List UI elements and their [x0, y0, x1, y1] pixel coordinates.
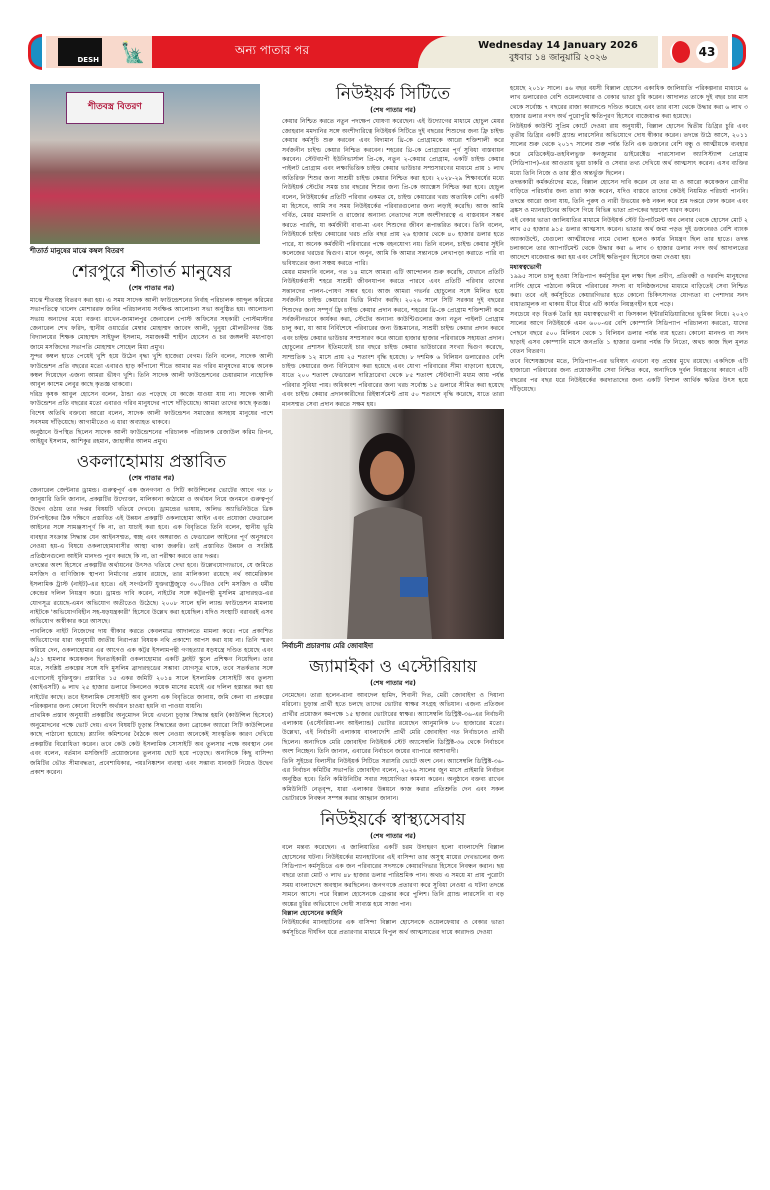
article-subhead: বিল্লাল হোসেনের কাহিনি	[282, 909, 343, 917]
candidate-photo	[282, 409, 504, 639]
column-left	[30, 84, 273, 777]
article-paragraph: নিউইয়র্কের ম্যানহাটনের এক বাসিন্দা বিল্লাল হোসেনকে ওয়েলফেয়ার ও বেকার ভাতা কর্মসূচিতে দীর্ঘদিন ধরে প্রতারণার মাধ্যমে বিপুল অর্থ আত্মসাতের দায়ে কারাদণ্ড দেওয়া	[282, 919, 504, 936]
article-paragraph: অনুষ্ঠানে উপস্থিত ছিলেন সাদেক আলী ফাউন্ডেশনের পরিচালক পরিচালক রেজাউল করিম রিপন, আইয়ুব ইসলাম, আশিকুর রহমান, জাহাঙ্গীর আলম প্রমুখ।	[30, 428, 273, 445]
page-box	[662, 36, 728, 68]
article-headline: শেরপুরে শীতার্ত মানুষের	[71, 262, 232, 283]
woman-figure	[342, 427, 432, 639]
article-paragraph: সুন্দর কম্বল হাতে পেয়েই খুশি হয়ে উঠেন বৃদ্ধা খুশি হাজেরা বেগম। তিনি বলেন, সাদেক আলী ফাউন্ডেশন প্রতি বছরের মতো এবারও হাড় কাঁপানো শীতে আমার মত গরিব মানুষদের মাঝে অনেক কম্বল দিয়েছেন এজন্য আমরা ভীষণ খুশি। তিনি সাদেক আলী ফাউন্ডেশনের চেয়ারম্যান নাহোদিক আবুল কাশেম লেবুর কাছে কৃতজ্ঞ থাকবো।	[30, 353, 273, 389]
photo-caption: শীতার্ত মানুষের মাঝে কম্বল বিতরণ	[30, 247, 124, 255]
article-paragraph: হয়েছে ২০১৮ সালে। ৪৬ বছর বয়সী বিল্লাল হোসেন একাধিক জালিয়াতি পরিকল্পনার মাধ্যমে ৬ লাখ ডলারেরও বেশি ওয়েলফেয়ার ও বেকার ভাতা চুরি করেন। আদালত তাকে দুই বছর চার মাস থেকে সর্বোচ্চ ৭ বছরের রাজ্য কারাদণ্ডে দণ্ডিত করেছে এবং তার বাসা থেকে উদ্ধার করা ৬ লাখ ৩ হাজার ডলার নগদ অর্থ পুরোপুরি ক্ষতিপূরণ হিসেবে বাজেয়াপ্ত করা হয়েছে।	[510, 85, 748, 121]
page-number: 43	[696, 41, 718, 63]
column-middle	[282, 84, 504, 937]
blanket-distribution-photo	[30, 84, 260, 244]
desh-logo: DESH	[58, 38, 102, 66]
article-paragraph: তিনি সুইচের বিলাসীর নিউইয়র্ক সিটিতে সরাসরি ভোটে অংশ নেন। অ্যাসেম্বলি ডিস্ট্রিক্ট-৩৬-এর নির্বাচন কমিটির সভাপতি জোবাইদা বলেন, ২০২৬ সালের জুন মাসে প্রাইমারি নির্বাচন অনুষ্ঠিত হবে। তিনি কমিউনিটির সবার সহযোগিতা কামনা করেন। অনুষ্ঠানে বক্তব্য রাখেন কমিউনিটি নেতৃবৃন্দ, যারা এলাকার উন্নয়নে কাজ করার প্রতিশ্রুতি দেন এবং সকল ভোটারকে নিবন্ধন সম্পন্ন করার আহ্বান জানান।	[282, 757, 504, 803]
continuation-label: (শেষ পাতার পর)	[370, 679, 416, 688]
article-paragraph: তদন্তকারী কর্মকর্তাদের মতে, বিল্লাল হোসেন দাবি করেন যে তার মা ও আরো কয়েকজন রোগীর বাড়িতে পরিচর্যার জন্য তারা কাজ করেন, যদিও বাস্তবে তাদের কেউই নিয়মিত পরিচর্যা পাননি। তদন্তে আরো জানা যায়, তিনি পুরুষ ও নারী উভয়ের কণ্ঠ নকল করে শ্রম দপ্তরে ফোন করেন এবং ব্রঙ্কস ও ম্যানহাটনের অফিসে গিয়ে বিভিন্ন ভাতা প্রাপকের ছদ্মবেশ ধারণ করেন।	[510, 179, 748, 215]
photo-caption: নির্বাচনী প্রচারণায় মেরি জোবাইদা	[282, 642, 373, 650]
article-paragraph: বিশেষ অতিথি বক্তব্যে আরো বলেন, সাদেক আলী ফাউন্ডেশন সমাজের অসহায় মানুষের পাশে সবসময় দাঁড়িয়েছে। আগামীতেও এ ধারা অব্যাহত থাকবে।	[30, 409, 273, 427]
article-paragraph: মেয়র মামদানি বলেন, গত ১৪ মাসে আমরা এটি আন্দোলন শুরু করেছি, যেখানে প্রতিটি নিউইয়র্কবাসী শহরে সাশ্রয়ী জীবনযাপন করতে পারবে এবং প্রতিটি পরিবার তাদের সন্তানদের পালন-পোষণ সম্ভব হবে। আজ আমরা গভর্নর হোচুলের সঙ্গে মিলিত হয়ে সর্বজনীন চাইল্ড কেয়ারের ভিত্তি নির্মাণ করছি। ২০২৬ সালে সিটি সরকার দুই বছরের শিশুদের জন্য সম্পূর্ণ ফ্রি চাইল্ড কেয়ার প্রদান করবে, শহরের থ্রি-কে প্রোগ্রাম শক্তিশালী করে সর্বজনীনভাবে কার্যকর করা, স্টেটের অন্যান্য কাউন্টিগুলোর জন্য নতুন পাইলট প্রোগ্রাম চালু করা, যা আয় নির্বিশেষে পরিবারের জন্য উচ্চমানের, সাশ্রয়ী চাইল্ড কেয়ার প্রদান করবে এবং চাইল্ড কেয়ার ভাউচার সম্প্রসারণ করে আরো হাজার হাজার পরিবারকে সহায়তা প্রদান।	[282, 268, 504, 342]
article-headline: নিউইয়র্ক সিটিতে	[335, 84, 451, 104]
article-paragraph: সবচেয়ে বড় বিতর্ক তৈরি হয় মধ্যস্বত্বভোগী বা ফিসকাল ইন্টারমিডিয়ারিদের ভূমিকা নিয়ে। ২০২৩ সালের আগে নিউইয়র্কে এমন ৬০০-এর বেশি কোম্পানি সিডিপ্যাপ পরিচালনা করতো, যাদের পেছনে বছরে ৫০০ মিলিয়ন থেকে ১ বিলিয়ন ডলার পর্যন্ত ব্যয় হতো। কোনো মানদণ্ড বা সনদ ছাড়াই এসব কোম্পানি মাসে জনপ্রতি ১ হাজার ডলার পর্যন্ত ফি নিতো, অথচ কাজ ছিল মূলত বেতন বিতরণ।	[510, 310, 748, 356]
date-band	[418, 36, 658, 68]
header-left-cap	[28, 34, 42, 70]
article-paragraph: জেনারেল জেন্টনার ড্রামন্ড। গুরুত্বপূর্ণ এক জনগণনা ও সিটি কাউন্সিলের ভোটের আগে গত ৮ জানুয়ারি তিনি জানান, প্রকল্পটির উদ্যোক্তা, মালিকানা কাঠামো ও অর্থায়ন নিয়ে জনমনে গুরুত্বপূর্ণ উদ্বেগ ওঠায় তার দপ্তর বিষয়টি খতিয়ে দেখবে। ড্রামন্ডের ভাষায়, অলিভ অ্যাভিনিউতে ত্রিক টার্নপাইকের ঠিক দক্ষিণে প্রস্তাবিত এই উন্নয়ন প্রকল্পটি ওকলাহোমা আইন এবং প্রযোজ্য ফেডারেল আইনের সঙ্গে সামঞ্জস্যপূর্ণ কি না, তা যাচাই করা হবে। এক বিবৃতিতে তিনি বলেন, স্থানীয় ভূমি ব্যবহার সংক্রান্ত সিদ্ধান্ত যেন আইনসম্মত, স্বচ্ছ এবং অঙ্গরাজ্য ও ফেডারেল আইনের পূর্ণ অনুসরণে নেওয়া হয়-এ বিষয়ে ওকলাহোমাবাসীর আস্থা থাকা জরুরি। তাই প্রস্তাবিত উন্নয়ন ও সংশ্লিষ্ট প্রতিষ্ঠানগুলো আইনি মানদণ্ড পূরণ করছে কি না, তা পরীক্ষা করবে তার দপ্তর।	[30, 486, 273, 560]
article-headline: ওকলাহোমায় প্রস্তাবিত	[76, 452, 227, 473]
date-english: Wednesday 14 January 2026	[478, 40, 638, 51]
article-paragraph: তবে বিশেষজ্ঞদের মতে, সিডিপ্যাপ-এর ভবিষ্যৎ এখনো বড় প্রশ্নের মুখে রয়েছে। একদিকে এটি হাজারো পরিবারের জন্য প্রয়োজনীয় সেবা নিশ্চিত করে, অন্যদিকে দুর্বল নিয়ন্ত্রণের কারণে এটি বছরের পর বছর ধরে নিউইয়র্কের করদাতাদের জন্য একটি বিশাল আর্থিক ক্ষতির উৎস হয়ে দাঁড়িয়েছে।	[510, 357, 748, 393]
article-paragraph: নেমেছেন। তারা হলেন-রানা আবদেল হামিদ, শিবানী দিত, মেরী জোবাইদা ও দিয়ানা মরিনো। চূড়ান্ত প্রার্থী হতে চলছে তাদের ভোটার স্বাক্ষর সংগ্রহ অভিযান। এজন্য প্রতিজন প্রার্থীর প্রয়োজন কমপক্ষে ১৫ হাজার ভোটারের স্বাক্ষর। অ্যাসেম্বলি ডিস্ট্রিক্ট-৩৬-এর নির্বাচনী এলাকায় (এস্টোরিয়া-লং আইল্যান্ড) ভোটার রয়েছেন আনুমানিক ৮০ হাজারের মতো। উল্লেখ্য, এই নির্বাচনী এলাকায় বাংলাদেশি প্রার্থী মেরি জোবাইদা গত নির্বাচনেও প্রার্থী ছিলেন। অন্যদিকে মেরি জোবাইদা নিউইয়র্ক স্টেট অ্যাসেম্বলি ডিস্ট্রিক্ট-৩৬ থেকে নির্বাচনে অংশ নিচ্ছেন। তিনি জানান, এবারের নির্বাচনে জয়ের ব্যাপারে আশাবাদী।	[282, 691, 504, 756]
article-paragraph: ১৯৯৫ সালে চালু হওয়া সিডিপ্যাপ কর্মসূচির মূল লক্ষ্য ছিল প্রবীণ, প্রতিবন্ধী ও দরবন্দি মানুষদের নার্সিং হোমে পাঠানো কমিয়ে পরিবারের সদস্য বা ঘনিষ্ঠজনদের মাধ্যমে বাড়িতেই সেবা নিশ্চিত করা। তবে এই কর্মসূচিতে কেয়ারগিভার হতে কোনো চিকিৎসাগত যোগ্যতা বা পেশাদার সনদ বাধ্যতামূলক না থাকায় ধীরে ধীরে এটি কার্যত নিয়ন্ত্রণহীন হয়ে পড়ে।	[510, 273, 748, 309]
article-headline: জ্যামাইকা ও এস্টোরিয়ায়	[309, 657, 477, 678]
article-paragraph: দরিদ্র কৃষক আবুল হোসেন বলেন, ঠান্ডা এত পড়েছে যে কাজে যাওয়া যায় না। সাদেক আলী ফাউন্ডেশন প্রতি বছরের মতো এবারও গরিব মানুষদের পাশে দাঁড়িয়েছে। আমরা তাদের কাছে কৃতজ্ঞ।	[30, 390, 273, 408]
date-bengali: বুধবার ১৪ জানুয়ারি ২০২৬	[509, 53, 607, 63]
continuation-label: (শেষ পাতার পর)	[370, 831, 416, 840]
article-paragraph: তদন্তের অংশ হিসেবে প্রকল্পটির অর্থায়নের উৎসও খতিয়ে দেখা হবে। উল্লেখযোগ্যভাবে, যে জমিতে মসজিদ ও বাণিজ্যিক স্থাপনা নির্মাণের প্রস্তাব রয়েছে, তার মালিকানা রয়েছে নর্থ আমেরিকান ইসলামিক ট্রাস্ট (নাইট)-এর হাতে। এই সংগঠনটি যুক্তরাষ্ট্রজুড়ে ৩০০টিরও বেশি মসজিদ ও ধর্মীয় কেন্দ্রের দলিল নিয়ন্ত্রণ করে। ড্রামন্ড দাবি করেন, নাইটের সঙ্গে কট্টরপন্থী মুসলিম ব্রাদারহুড-এর যোগসূত্র রয়েছে-এমন অভিযোগ অতীতেও উঠেছে। ২০০৮ সালে হলি ল্যান্ড ফাউন্ডেশন মামলায় নাইটকে 'অভিযোগবিহীন সহ-ষড়যন্ত্রকারী' হিসেবে উল্লেখ করা হয়েছিল। যদিও সংস্থাটি বরাবরই এসব অভিযোগ অস্বীকার করে আসছে।	[30, 561, 273, 626]
article-headline: নিউইয়র্কে স্বাস্থ্যসেবায়	[320, 809, 466, 830]
continuation-label: (শেষ পাতার পর)	[128, 474, 175, 483]
article-paragraph: মাঝে শীতবস্ত্র বিতরণ করা হয়। এ সময় সাদেক আলী ফাউন্ডেশনের নির্বাহ পরিচালক আব্দুল করিমের সভাপতিত্বে খালেদ মোশাররফ জনির পরিচালনায় সংক্ষিপ্ত আলোচনা সভা অনুষ্ঠিত হয়। আলোচনা সভায় অন্যদের মধ্যে বক্তব্য রাখেন-জামালপুর জেনারেল পোস্ট অফিসের সহকারী পোস্টমাস্টার জেনারেল শেখ ফরিদ, স্থানীয় ওয়ার্ডের মেম্বার মোহাম্মদ জাবেদ আলী, খুনুয়া মৌলভীনগর উচ্চ বিদ্যালয়ের শিক্ষক মোহাম্মদ সাইফুল ইসলাম, সমাজকর্মী শাহীন হোসেন ও চর জঙ্গলদী মধ্যপাড়া জামে মসজিদের সভাপতি মোহাম্মদ সোহেল মিয়া প্রমুখ।	[30, 296, 273, 351]
article-paragraph: বলে মন্তব্য করেছেন। এ জালিয়াতির একটি চরম উদাহরণ হলো বাংলাদেশি বিল্লাল হোসেনের ঘটনা। নিউইয়র্কের ম্যানহাটনের এই বাসিন্দা তার অসুস্থ মায়ের দেখভালের জন্য সিডিপ্যাপ কর্মসূচিতে এক জন পরিবারের সদস্যকে কেয়ারগিভার হিসেবে নিবন্ধন করান। ছয় বছরে তারা মোট ৩ লাখ ৪৮ হাজার ডলার পারিশ্রমিক পান। অথচ এ সময়ে মা প্রায় পুরোটা সময় বাংলাদেশে অবস্থান করছিলেন। জনগণকে প্রতারণা করে সুবিধা নেওয়া এ ঘটনা তদন্তে সামনে আসে। পরে বিল্লাল হোসেনকে গ্রেপ্তার করে পুলিশ। তিনি গ্র্যান্ড লারসেনি বা বড় অঙ্কের চুরির অভিযোগে দোষী সাব্যস্ত হয়ে সাজা পান।	[282, 844, 504, 908]
article-paragraph: হোচুলের প্রশাসন ইতিমধ্যেই চার বছরে চাইল্ড কেয়ার ভাউচারের সংখ্যা দ্বিগুণ করেছে, সাম্প্রতিক ১২ মাসে প্রায় ২৫ শতাংশ বৃদ্ধি হয়েছে। ৮ দশমিক ৬ বিলিয়ন ডলারেরও বেশি চাইল্ড কেয়ারের জন্য বিনিয়োগ করা হয়েছে এবং যোগ্য পরিবারের সীমা বাড়ানো হয়েছে, যাতে ২০০ শতাংশ ফেডারেল দারিদ্র্যরেখা থেকে ৮৫ শতাংশ স্টেটব্যাপী মধ্যম আয় পর্যন্ত পরিবার সুবিধা পায়। অধিকাংশ পরিবারের জন্য খরচ সর্বোচ্চ ১৫ ডলারে সীমিত করা হয়েছে এবং চাইল্ড কেয়ার প্রদানকারীদের রিইম্বার্সমেন্ট প্রায় ৫০ শতাংশে বৃদ্ধি করেছে, যাতে তারা মানসম্মত সেবা প্রদান করতে সক্ষম হয়।	[282, 344, 504, 408]
statue-of-liberty-icon: 🗽	[118, 36, 148, 68]
continuation-label: (শেষ পাতার পর)	[370, 106, 416, 114]
article-paragraph: প্রাথমিক প্রস্তাব অনুযায়ী প্রকল্পটির অনুমোদন নিয়ে এখনো চূড়ান্ত সিদ্ধান্ত হয়নি (কাউন্সিল হিসেবে) অনুমোদনের পক্ষে ভোট দেয়। এখন বিষয়টি চূড়ান্ত সিদ্ধান্তের জন্য ব্রোকেন অ্যারো সিটি কাউন্সিলের কাছে পাঠানো হয়েছে। প্ল্যানিং কমিশনের বৈঠকে অংশ নেওয়া অনেকেই সাংস্কৃতিক কারণ দেখিয়ে প্রকল্পটির বিরোধিতা করেন। তবে কেউ কেউ ইসলামিক সোসাইটি অব তুলসার পক্ষে অবস্থান নেন এবং বলেন, বর্তমান মসজিদটি প্রয়োজনের তুলনায় ছোট হয়ে পড়েছে। অন্যদিকে কিছু বাসিন্দা জমিটির ভৌত সীমাবদ্ধতা, প্রবেশাধিকার, পয়ঃনিষ্কাশন ব্যবস্থা এবং সম্ভাব্য যানজট নিয়েও উদ্বেগ প্রকাশ করেন।	[30, 712, 273, 776]
article-subhead: মধ্যস্বত্বভোগী	[510, 263, 542, 271]
article-paragraph: নিউইয়র্ক কাউন্টি সুপ্রিম কোর্টে দেওয়া রায় অনুযায়ী, বিল্লাল হোসেন দ্বিতীয় ডিগ্রির চুরি এবং তৃতীয় ডিগ্রির একটি গ্র্যান্ড লারসেনির অভিযোগে দোষ স্বীকার করেন। তদন্তে উঠে আসে, ২০১১ সালের শুরু থেকে ২০১৭ সালের শুরু পর্যন্ত তিনি এক ডজনের বেশি বন্ধু ও আত্মীয়কে ব্যবহার করে মেডিকেইড-তহবিলভুক্ত কনজ্যুমার ডাইরেক্টেড পারসোনাল অ্যাসিস্ট্যান্স প্রোগ্রাম (সিডিপ্যাপ)-এর আওতায় ভুয়া চাকরি ও সেবার তথ্য দেখিয়ে অর্থ আত্মসাৎ করেন। এসব ব্যক্তির মধ্যে তিনি নিজে ও তার স্ত্রীও অন্তর্ভুক্ত ছিলেন।	[510, 122, 748, 177]
column-right	[510, 84, 748, 394]
photo-banner: শীতবস্ত্র বিতরণ	[66, 92, 164, 124]
bangladesh-flag-icon	[670, 41, 690, 63]
article-paragraph: পাবলিকে নাইট নিজেদের দায় স্বীকার করতে কেবলমাত্র আদালতে মামলা করে। পরে প্রকাশিত অভিযোগের ধারা অনুযায়ী জাতীয় নিরাপত্তা বিষয়ক নথি প্রকাশ্যে আপস করা যায় না। তিনি স্মরণ করিয়ে দেন, ওকলাহোমার এর আগেও এক কট্টর ইসলামপন্থী গণহত্যার ষড়যন্ত্রে দণ্ডিত হয়েছে এবং ৯/১১ হামলার কয়েকজন ছিনতাইকারী ওকলাহোমার একটি ফ্লাইট স্কুলে প্রশিক্ষণ নিয়েছিল। তার মতে, সংশ্লিষ্ট প্রকল্পের সঙ্গে যদি মুসলিম ব্রাদারহুডের সম্ভাব্য যোগসূত্র থাকে, তবে সতর্কতার সঙ্গে এগোনোই যুক্তিযুক্ত। প্রস্তাবিত ১৫ একর জমিটি ২০১৪ সালে ইসলামিক সোসাইটি অব তুলসা (আইএসটি) ৬ লাখ ২৫ হাজার ডলারে কিনলেও কয়েক মাসের মধ্যেই এর দলিল হস্তান্তর করা হয় নাইটের কাছে। তবে ইসলামিক সোসাইটি অব তুলসা এক বিবৃতিতে জানায়, জমি কেনা বা প্রকল্পের পরিকল্পনার জন্য কোনো বিদেশি অর্থায়ন চাওয়া হয়নি বা পাওয়া যায়নি।	[30, 627, 273, 711]
article-paragraph: কেয়ার নিশ্চিত করতে নতুন পদক্ষেপ ঘোষণা করেছেন। এই উদ্যোগের মাধ্যমে হোচুল মেয়র জোহরান মমদানির সঙ্গে অংশীদারিত্বে নিউইয়র্ক সিটিতে দুই বছরের শিশুদের জন্য ফ্রি চাইল্ড কেয়ার কর্মসূচি শুরু করবেন এবং বিদ্যমান থ্রি-কে প্রোগ্রামকে আরো শক্তিশালী করে সর্বজনীন চাইল্ড কেয়ার নিশ্চিত করবেন। শহরের থ্রি-কে প্রোগ্রামের পূর্ণ সুবিধা বাস্তবায়ন করবেন। স্টেটব্যাপী ইউনিভার্সাল প্রি-কে, নতুন ২-কেয়ার প্রোগ্রাম, একটি চাইল্ড কেয়ার পাইলট প্রোগ্রাম এবং লক্ষ্যভিত্তিক চাইল্ড কেয়ার ভাউচার সম্প্রসারণের মাধ্যমে প্রায় ১ লাখ অতিরিক্ত শিশুর জন্য সাশ্রয়ী চাইল্ড কেয়ার নিশ্চিত করা হবে। ২০২৮-২৯ শিক্ষাবর্ষের মধ্যে নিউইয়র্ক স্টেটের সমস্ত চার বছরের শিশুর জন্য প্রি-কে অ্যাক্সেস নিশ্চিত করা হবে। হোচুল বলেন, নিউইয়র্কের প্রতিটি পরিবার একমত যে, চাইল্ড কেয়ারের খরচ অত্যধিক বেশি। একটি মা হিসেবে, আমি সব সময় নিউইয়র্কের পরিবারগুলোর জন্য লড়াই করেছি। আজ আমি গর্বিত, মেয়র মামদানি ও রাজ্যের অন্যান্য নেতাদের সঙ্গে অংশীদারত্বে এ বাস্তবায়ন সম্ভব করতে পারছি, যা কর্মজীবী বাবা-মা এবং শিশুদের জীবন রূপান্তরিত করবে। তিনি বলেন, নিউইয়র্কে চাইল্ড কেয়ারের খরচ প্রতি বছর প্রায় ২৬ হাজার থেকে ৪০ হাজার ডলার হতে পারে, যা অনেক কর্মজীবী পরিবারের পক্ষে বহনযোগ্য নয়। তিনি বলেন, চাইল্ড কেয়ার সুইনি কলেজের খরচের দ্বিগুণ। মানে অনুন, আমি কি আমার সন্তানকে লেখাপড়া করাতে পারি বা ভবিষ্যতের জন্য সঞ্চয় করতে পারি।	[282, 118, 504, 267]
section-label: অন্য পাতার পর	[234, 43, 310, 57]
article-paragraph: এই বেকার ভাতা জালিয়াতির মাধ্যমে নিউইয়র্ক স্টেট ডিপার্টমেন্ট অব লেবার থেকে হোসেন মোট ২ লাখ ৫৫ হাজার ৯১৫ ডলার আত্মসাৎ করেন। ভাতার অর্থ জমা পড়ত দুই ডজনেরও বেশি ব্যাংক অ্যাকাউন্টে, যেগুলো আত্মীয়দের নামে খোলা হলেও কার্যত নিয়ন্ত্রণ ছিল তার হাতে। তদন্ত চলাকালে তার অ্যাপার্টমেন্ট থেকে উদ্ধার করা ৬ লাখ ৩ হাজার ডলার নগদ অর্থ আদালতের আদেশে বাজেয়াপ্ত করা হয় এবং সেটিই ক্ষতিপূরণ হিসেবে জমা দেওয়া হয়।	[510, 216, 748, 262]
page-header	[28, 34, 746, 70]
continuation-label: (শেষ পাতার পর)	[128, 284, 175, 293]
header-right-cap	[732, 34, 746, 70]
